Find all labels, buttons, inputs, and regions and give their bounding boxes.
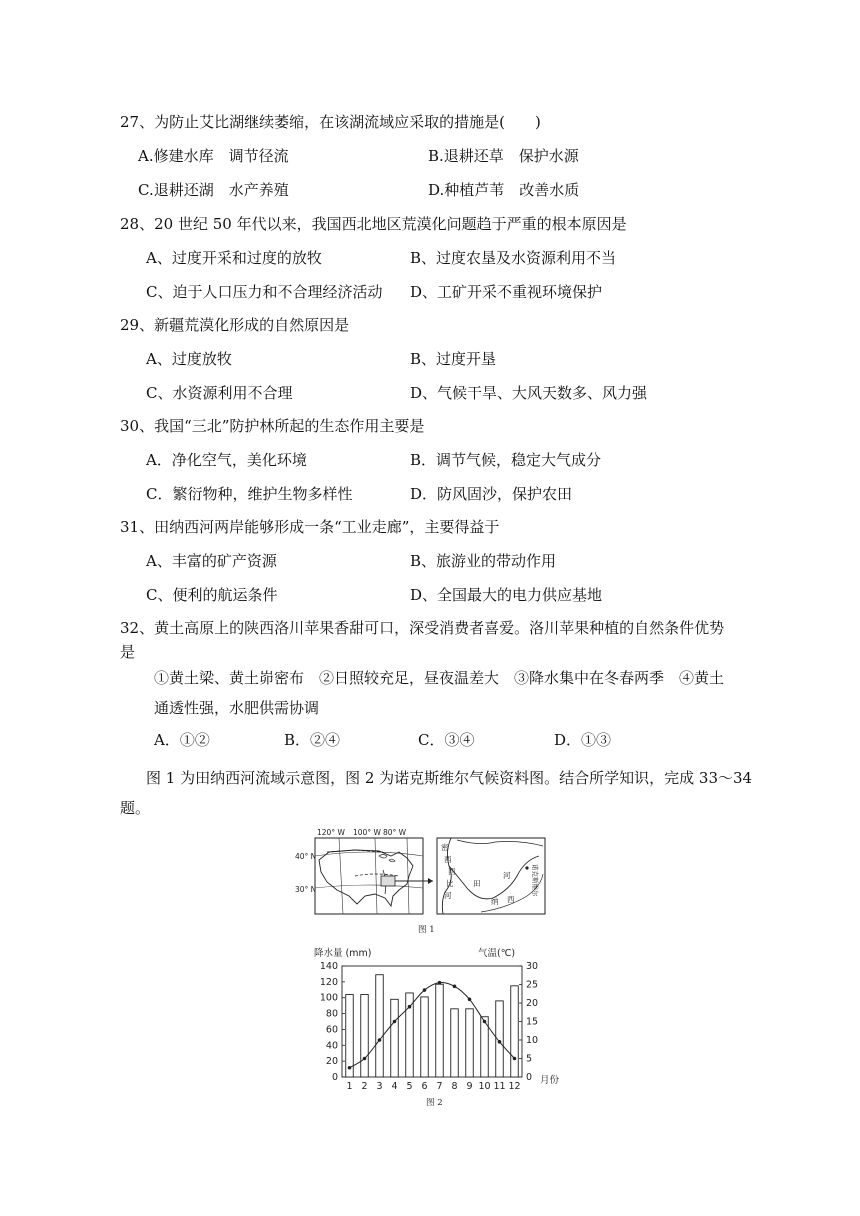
x-tick-label: 8	[451, 1081, 458, 1092]
left-tick-label: 140	[319, 961, 338, 972]
question-31-option-a: A、丰富的矿产资源	[146, 552, 277, 570]
lat-label-40n: 40° N	[295, 852, 317, 861]
question-30-stem: 30、我国“三北”防护林所起的生态作用主要是	[120, 417, 425, 435]
temperature-point	[453, 985, 457, 989]
question-28-option-c: C、迫于人口压力和不合理经济活动	[146, 283, 383, 301]
right-tick-label: 5	[526, 1053, 533, 1065]
left-tick-label: 120	[319, 976, 338, 988]
question-29-stem: 29、新疆荒漠化形成的自然原因是	[120, 316, 350, 334]
precipitation-bar	[451, 1009, 459, 1077]
left-tick-label: 80	[325, 1008, 338, 1020]
question-31-option-b: B、旅游业的带动作用	[410, 552, 557, 570]
inset-label-he2: 河	[503, 871, 511, 880]
x-axis-title: 月份	[540, 1075, 560, 1086]
precipitation-bar	[511, 986, 519, 1077]
left-tick-label: 100	[319, 992, 338, 1004]
question-27-stem: 27、为防止艾比湖继续萎缩，在该湖流域应采取的措施是( )	[120, 113, 541, 131]
figure-intro-line1: 图 1 为田纳西河流域示意图，图 2 为诺克斯维尔气候资料图。结合所学知识，完成 33～34	[146, 769, 753, 787]
right-tick-label: 20	[526, 998, 539, 1009]
x-tick-label: 6	[421, 1081, 428, 1092]
temperature-point	[423, 988, 427, 992]
right-tick-label: 10	[526, 1035, 539, 1046]
figure-2-caption: 图 2	[426, 1098, 443, 1108]
question-32-option-c: C．③④	[418, 731, 475, 749]
question-27-option-c: C.退耕还湖 水产养殖	[138, 181, 289, 199]
x-tick-label: 7	[436, 1081, 443, 1092]
inset-label-na: 纳	[491, 897, 499, 906]
question-30-option-d: D．防风固沙，保护农田	[410, 485, 573, 503]
left-tick-label: 60	[325, 1024, 338, 1036]
right-tick-label: 0	[526, 1072, 533, 1083]
figure-1-map	[295, 826, 555, 938]
question-28-stem: 28、20 世纪 50 年代以来，我国西北地区荒漠化问题趋于严重的根本原因是	[120, 215, 627, 233]
figure-2-climate-chart	[300, 944, 570, 1110]
precipitation-bars	[346, 975, 519, 1077]
x-tick-label: 10	[478, 1081, 491, 1092]
temperature-point	[363, 1057, 367, 1061]
x-tick-label: 1	[346, 1081, 353, 1092]
precipitation-bar	[436, 984, 444, 1077]
lon-label-80w: 80° W	[383, 828, 407, 837]
question-29-option-b: B、过度开垦	[410, 350, 497, 368]
arrow-head-icon	[428, 878, 433, 884]
question-27-option-a: A.修建水库 调节径流	[138, 147, 289, 165]
x-tick-label: 9	[466, 1081, 473, 1092]
question-32-conditions-line2: 通透性强，水肥供需协调	[154, 699, 320, 717]
left-tick-label: 40	[325, 1040, 338, 1052]
question-27-option-b: B.退耕还草 保护水源	[428, 147, 579, 165]
x-tick-label: 2	[361, 1081, 368, 1092]
right-tick-label: 25	[526, 979, 539, 991]
inset-label-xi: 西	[444, 855, 452, 864]
x-tick-label: 5	[406, 1081, 413, 1092]
precipitation-bar	[421, 997, 429, 1077]
x-tick-label: 11	[493, 1081, 506, 1092]
question-32-conditions-line1: ①黄土梁、黄土峁密布 ②日照较充足，昼夜温差大 ③降水集中在冬春两季 ④黄土	[154, 669, 725, 687]
basin-highlight	[381, 876, 395, 886]
temperature-point	[468, 998, 472, 1002]
plot-frame	[342, 966, 522, 1077]
left-tick-label: 0	[331, 1072, 338, 1083]
question-32-option-b: B．②④	[284, 731, 341, 749]
right-axis-title: 气温(℃)	[478, 948, 516, 959]
left-tick-label: 20	[325, 1056, 338, 1068]
question-28-option-a: A、过度开采和过度的放牧	[146, 249, 322, 267]
right-tick-label: 15	[526, 1016, 539, 1028]
lon-label-120w: 120° W	[317, 828, 345, 837]
question-32-option-a: A．①②	[154, 731, 210, 749]
precipitation-bar	[346, 995, 354, 1077]
question-28-option-d: D、工矿开采不重视环境保护	[410, 283, 603, 301]
temperature-point	[498, 1040, 502, 1044]
question-32-stem-continued: 是	[120, 643, 136, 661]
inset-label-bi: 比	[446, 879, 454, 888]
question-30-option-b: B．调节气候，稳定大气成分	[410, 451, 602, 469]
x-tick-label: 4	[391, 1081, 398, 1092]
figure-intro-line2: 题。	[120, 799, 151, 817]
temperature-point	[393, 1020, 397, 1024]
inset-label-knoxville: 诺克斯维尔	[531, 864, 539, 897]
question-29-option-d: D、气候干旱、大风天数多、风力强	[410, 384, 648, 402]
figure-1-caption: 图 1	[418, 925, 435, 935]
question-32-option-d: D．①③	[554, 731, 612, 749]
inset-label-xi2: 西	[448, 867, 456, 876]
inset-label-tian: 田	[473, 879, 481, 888]
temperature-point	[438, 981, 442, 985]
question-27-option-d: D.种植芦苇 改善水质	[428, 181, 580, 199]
question-32-stem: 32、黄土高原上的陕西洛川苹果香甜可口，深受消费者喜爱。洛川苹果种植的自然条件优势	[120, 619, 725, 637]
knoxville-city-icon	[525, 866, 528, 869]
temperature-curve	[350, 983, 515, 1068]
lat-label-30n: 30° N	[295, 885, 317, 894]
question-31-option-d: D、全国最大的电力供应基地	[410, 586, 603, 604]
question-29-option-c: C、水资源利用不合理	[146, 384, 293, 402]
temperature-point	[483, 1020, 487, 1024]
question-29-option-a: A、过度放牧	[146, 350, 232, 368]
precipitation-bar	[466, 1009, 474, 1077]
inset-label-he: 河	[444, 891, 452, 900]
temperature-point	[378, 1038, 382, 1042]
inset-label-xi3: 西	[507, 895, 515, 904]
question-28-option-b: B、过度农垦及水资源利用不当	[410, 249, 617, 267]
inset-label-mi: 密	[441, 843, 449, 852]
question-30-option-a: A．净化空气，美化环境	[146, 451, 307, 469]
temperature-line	[348, 981, 517, 1070]
temperature-point	[348, 1066, 352, 1070]
precipitation-bar	[391, 999, 399, 1077]
left-axis-title: 降水量 (mm)	[314, 948, 372, 959]
x-tick-label: 12	[508, 1081, 521, 1092]
temperature-point	[513, 1057, 517, 1061]
chart-axes	[342, 966, 522, 1077]
lon-label-100w: 100° W	[353, 828, 381, 837]
question-30-option-c: C．繁衍物种，维护生物多样性	[146, 485, 353, 503]
precipitation-bar	[376, 975, 384, 1077]
precipitation-bar	[361, 995, 369, 1077]
us-map-frame	[315, 838, 423, 914]
temperature-point	[408, 1005, 412, 1009]
x-tick-label: 3	[376, 1081, 383, 1092]
question-31-option-c: C、便利的航运条件	[146, 586, 278, 604]
right-tick-label: 30	[526, 961, 539, 972]
question-31-stem: 31、田纳西河两岸能够形成一条“工业走廊”，主要得益于	[120, 518, 500, 536]
